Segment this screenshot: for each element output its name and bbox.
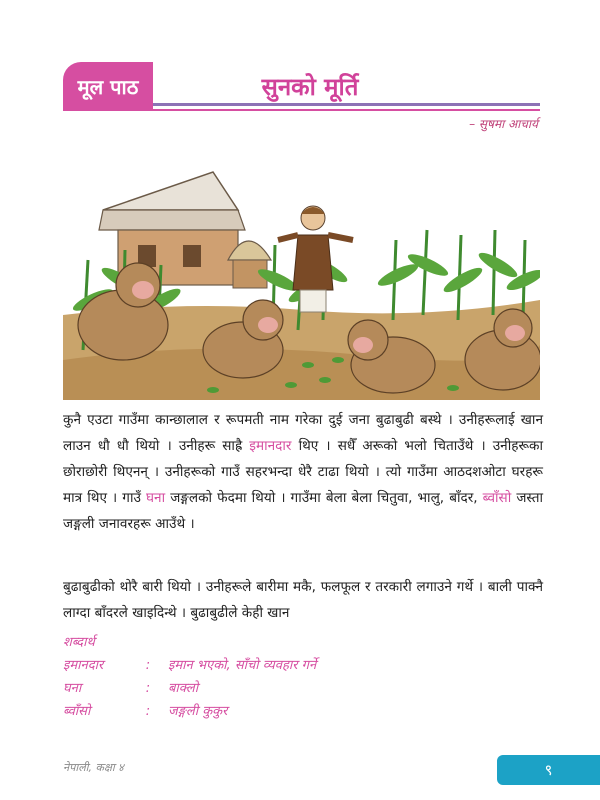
glossary-separator: : xyxy=(145,704,151,719)
glossary-term: इमानदार xyxy=(63,658,104,673)
glossary-term: ब्वाँसो xyxy=(63,704,91,719)
lesson-title: सुनको मूर्ति xyxy=(261,73,359,101)
author-name: – सुषमा आचार्य xyxy=(469,117,538,131)
glossary-term: घना xyxy=(63,681,82,696)
paragraph-text: जङ्गलको फेदमा थियो । गाउँमा बेला बेला चितुवा, भालु, बाँदर, xyxy=(165,490,483,506)
paragraph-text: थिए । सधैँ अरूको भलो चिताउँथे । उनीहरूका छोराछोरी थिएनन् । उनीहरूको गाउँ सहरभन्दा धेरै टाढा थियो । त्यो गाउँमा आठदशओटा घरहरू मात्र थिए । गाउँ xyxy=(63,438,543,506)
header-rule-pink xyxy=(63,109,540,111)
paragraph-text: कुनै एउटा गाउँमा कान्छालाल र रूपमती नाम गरेका दुई जना बुढाबुढी बस्थे । उनीहरूलाई खान लाउन धौ धौ थियो । उनीहरू साह्रै xyxy=(63,412,543,454)
glossary-meaning: जङ्गली कुकुर xyxy=(168,704,228,719)
story-illustration xyxy=(63,150,540,400)
glossary-separator: : xyxy=(145,681,151,696)
page-number: ९ xyxy=(497,755,600,785)
book-footer: नेपाली, कक्षा ४ xyxy=(63,761,124,774)
glossary-meaning: बाक्लो xyxy=(168,681,199,696)
glossary-word-bwanso: ब्वाँसो xyxy=(482,490,512,506)
glossary-separator: : xyxy=(145,658,151,673)
glossary-entry xyxy=(63,700,543,723)
glossary-meaning: इमान भएको, साँचो व्यवहार गर्ने xyxy=(168,658,317,673)
section-tag: मूल पाठ xyxy=(63,62,153,110)
glossary-entry xyxy=(63,654,543,677)
glossary xyxy=(63,632,543,723)
paragraph-text: जस्ता जङ्गली जनावरहरू आउँथे । xyxy=(63,490,543,532)
glossary-word-ghana: घना xyxy=(146,490,166,506)
story-paragraph-2: बुढाबुढीको थोरै बारी थियो । उनीहरूले बारीमा मकै, फलफूल र तरकारी लगाउने गर्थे । बाली पाक्नै लाग्दा बाँदरले खाइदिन्थे । बुढाबुढीले केही खान xyxy=(63,579,543,621)
glossary-word-imandar: इमानदार xyxy=(249,438,292,454)
glossary-entry xyxy=(63,677,543,700)
header-rule-purple xyxy=(153,103,540,106)
glossary-heading: शब्दार्थ xyxy=(63,635,95,650)
story-paragraph-1 xyxy=(63,407,543,537)
